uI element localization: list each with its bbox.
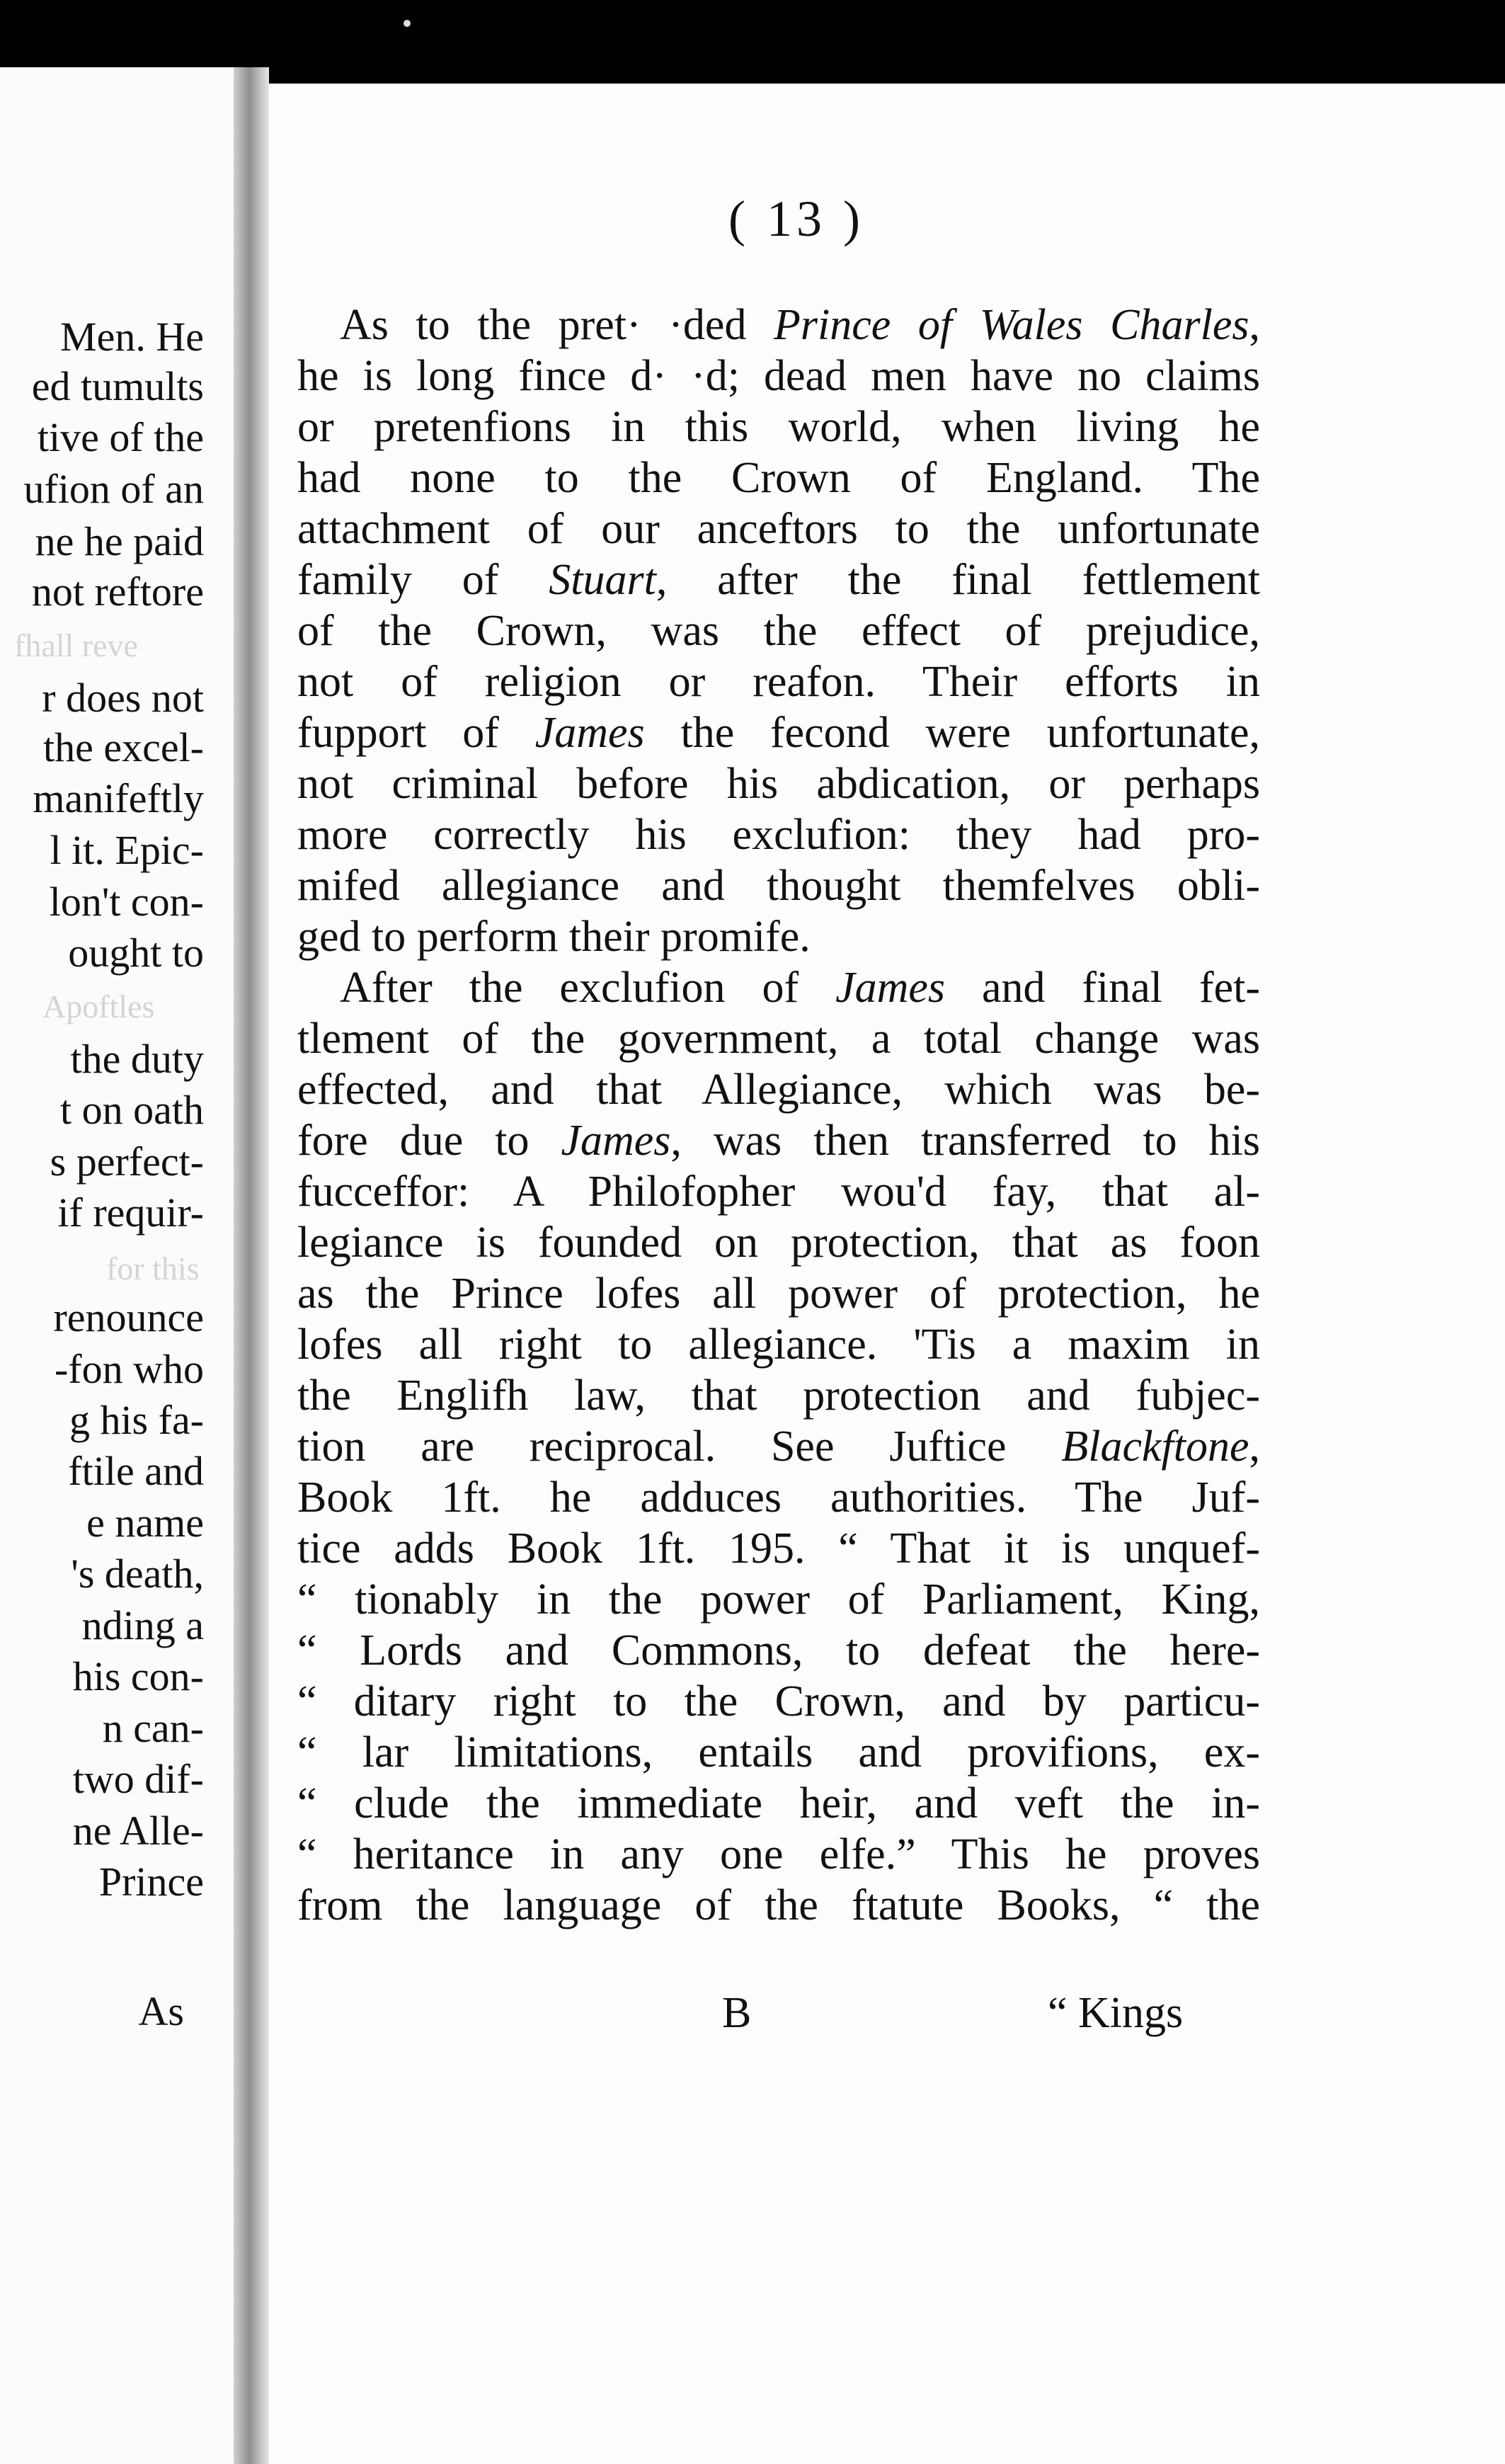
text-line: fupport of James the fecond were unfortunate, <box>297 709 1260 757</box>
text-line: mifed allegiance and thought themfelves obli- <box>297 862 1260 910</box>
left-line: Prince <box>98 1859 204 1905</box>
text-line: legiance is founded on protection, that as foon <box>297 1219 1260 1267</box>
main-page <box>269 84 1505 2464</box>
left-line: lon't con- <box>49 879 204 925</box>
bleed-through-text: fhall reve <box>14 627 138 663</box>
text-line: tlement of the government, a total change was <box>297 1015 1260 1063</box>
left-line: ought to <box>68 930 204 976</box>
text-line: from the language of the ftatute Books, “ the <box>297 1881 1260 1929</box>
left-line: ufion of an <box>23 466 204 512</box>
scan-speck <box>404 20 411 27</box>
text-line: “ tionably in the power of Parliament, King, <box>297 1575 1260 1624</box>
text-line: ged to perform their promife. <box>297 913 811 961</box>
text-line: not of religion or reafon. Their efforts in <box>297 658 1260 706</box>
left-line: ftile and <box>68 1448 204 1494</box>
text-line: of the Crown, was the effect of prejudice, <box>297 607 1260 655</box>
text-line: “ clude the immediate heir, and veft the in- <box>297 1779 1260 1827</box>
text-line: lofes all right to allegiance. 'Tis a maxim in <box>297 1321 1260 1369</box>
left-line: the excel- <box>42 724 204 770</box>
left-line: two dif- <box>72 1756 204 1802</box>
text-line: As to the pret· ·ded Prince of Wales Charles, <box>340 301 1260 349</box>
text-line: “ lar limitations, entails and provifions, ex- <box>297 1728 1260 1776</box>
left-line: manifeftly <box>33 775 204 821</box>
catchword: “ Kings <box>1048 1989 1184 2037</box>
left-line: tive of the <box>37 414 204 460</box>
text-line: as the Prince lofes all power of protection, he <box>297 1270 1260 1318</box>
book-gutter <box>234 67 269 2464</box>
text-line: tion are reciprocal. See Juftice Blackftone, <box>297 1422 1260 1471</box>
text-line: he is long fince d· ·d; dead men have no claims <box>297 352 1260 400</box>
text-line: family of Stuart, after the final fettlement <box>297 556 1260 604</box>
text-line: not criminal before his abdication, or perhaps <box>297 760 1260 808</box>
text-line: tice adds Book 1ft. 195. “ That it is unquef- <box>297 1524 1260 1573</box>
page-number: ( 13 ) <box>728 190 864 247</box>
text-line: After the exclufion of James and final fet- <box>340 964 1261 1012</box>
left-line: g his fa- <box>69 1397 204 1443</box>
text-line: “ Lords and Commons, to defeat the here- <box>297 1626 1260 1675</box>
bleed-through-text: Apoftles <box>42 988 155 1025</box>
text-line: “ heritance in any one elfe.” This he proves <box>297 1830 1260 1878</box>
signature-mark: B <box>722 1989 752 2037</box>
left-line: n can- <box>102 1705 204 1751</box>
left-line: renounce <box>53 1294 204 1340</box>
left-line: 's death, <box>71 1551 204 1597</box>
text-line: fucceffor: A Philofopher wou'd fay, that al- <box>297 1168 1260 1216</box>
left-line: r does not <box>42 675 204 721</box>
left-line: nding a <box>81 1602 204 1648</box>
text-line: fore due to James, was then transferred to his <box>297 1117 1260 1165</box>
left-line: t on oath <box>60 1087 204 1133</box>
text-line: “ ditary right to the Crown, and by particu- <box>297 1677 1260 1726</box>
left-line: his con- <box>72 1653 204 1699</box>
left-line: e name <box>86 1500 204 1546</box>
text-line: more correctly his exclufion: they had pro- <box>297 811 1260 859</box>
text-line: or pretenfions in this world, when living he <box>297 403 1260 451</box>
text-line: Book 1ft. he adduces authorities. The Juf- <box>297 1473 1260 1522</box>
text-line: attachment of our anceftors to the unfortunate <box>297 505 1260 553</box>
left-line: ed tumults <box>31 363 204 409</box>
text-line: had none to the Crown of England. The <box>297 454 1260 502</box>
left-page-fragment <box>0 67 234 2464</box>
left-line: Men. He <box>60 314 204 360</box>
text-line: effected, and that Allegiance, which was be- <box>297 1066 1260 1114</box>
left-catchword: As <box>138 1988 184 2034</box>
left-line: -fon who <box>54 1346 204 1392</box>
left-line: if requir- <box>57 1190 204 1236</box>
text-line: the Englifh law, that protection and fubjec- <box>297 1371 1260 1420</box>
left-line: l it. Epic- <box>50 827 204 873</box>
left-line: the duty <box>70 1036 204 1082</box>
left-line: not reftore <box>31 569 204 615</box>
left-line: ne Alle- <box>72 1808 204 1854</box>
left-line: ne he paid <box>35 518 204 564</box>
bleed-through-text: for this <box>106 1250 200 1287</box>
left-line: s perfect- <box>50 1139 204 1185</box>
